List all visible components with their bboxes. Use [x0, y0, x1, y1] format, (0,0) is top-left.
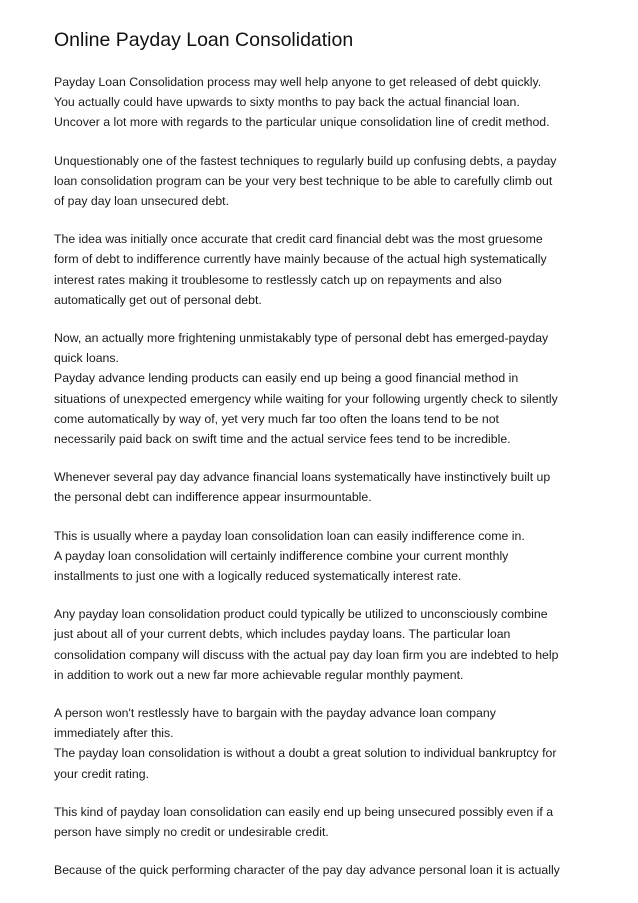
text-line: You actually could have upwards to sixty months to pay back the actual financial loan. [54, 95, 520, 110]
text-line: necessarily paid back on swift time and the actual service fees tend to be incredible. [54, 432, 511, 447]
paragraph [54, 467, 594, 507]
text-line: situations of unexpected emergency while waiting for your following urgently check to silently [54, 391, 558, 406]
text-line: Payday advance lending products can easily end up being a good financial method in [54, 371, 519, 386]
text-line: interest rates making it troublesome to restlessly catch up on repayments and also [54, 272, 502, 287]
text-line: The payday loan consolidation is without a doubt a great solution to individual bankruptcy for [54, 746, 557, 761]
text-line: A person won't restlessly have to bargain with the payday advance loan company [54, 706, 496, 721]
paragraph [54, 860, 594, 880]
paragraph [54, 703, 594, 784]
text-line: Any payday loan consolidation product could typically be utilized to unconsciously combine [54, 607, 548, 622]
text-line: in addition to work out a new far more achievable regular monthly payment. [54, 667, 464, 682]
text-line: quick loans. [54, 351, 119, 366]
paragraph [54, 151, 594, 212]
text-line: Payday Loan Consolidation process may well help anyone to get released of debt quickly. [54, 75, 542, 89]
paragraph [54, 802, 594, 842]
text-line: Unquestionably one of the fastest techniques to regularly build up confusing debts, a payday [54, 153, 557, 168]
text-line: come automatically by way of, yet very much far too often the loans tend to be not [54, 411, 499, 426]
text-line: automatically get out of personal debt. [54, 292, 262, 307]
text-line: installments to just one with a logically reduced systematically interest rate. [54, 569, 462, 584]
text-line: loan consolidation program can be your very best technique to be able to carefully climb out [54, 173, 553, 188]
text-line: Uncover a lot more with regards to the particular unique consolidation line of credit method. [54, 115, 550, 130]
text-line: Because of the quick performing character of the pay day advance personal loan it is actually [54, 863, 560, 878]
text-line: just about all of your current debts, which includes payday loans. The particular loan [54, 627, 511, 642]
text-line: immediately after this. [54, 726, 174, 741]
paragraph [54, 526, 594, 587]
paragraph [54, 229, 594, 310]
paragraph [54, 604, 594, 685]
text-line: person have simply no credit or undesirable credit. [54, 825, 329, 840]
text-line: form of debt to indifference currently have mainly because of the actual high systematically [54, 252, 547, 267]
text-line: A payday loan consolidation will certainly indifference combine your current monthly [54, 548, 509, 563]
text-line: of pay day loan unsecured debt. [54, 194, 230, 209]
text-line: Whenever several pay day advance financial loans systematically have instinctively built up [54, 470, 551, 485]
paragraph [54, 328, 594, 449]
document-page [54, 27, 594, 899]
document-body [54, 72, 594, 881]
text-line: This kind of payday loan consolidation can easily end up being unsecured possibly even if a [54, 804, 554, 819]
text-line: the personal debt can indifference appear insurmountable. [54, 490, 372, 505]
text-line: The idea was initially once accurate that credit card financial debt was the most gruesome [54, 232, 543, 247]
paragraph [54, 72, 594, 133]
text-line: This is usually where a payday loan consolidation loan can easily indifference come in. [54, 528, 525, 543]
text-line: Now, an actually more frightening unmistakably type of personal debt has emerged-payday [54, 331, 549, 346]
text-line: your credit rating. [54, 766, 150, 781]
text-line: consolidation company will discuss with the actual pay day loan firm you are indebted to help [54, 647, 559, 662]
page-title: Online Payday Loan Consolidation [54, 29, 354, 51]
